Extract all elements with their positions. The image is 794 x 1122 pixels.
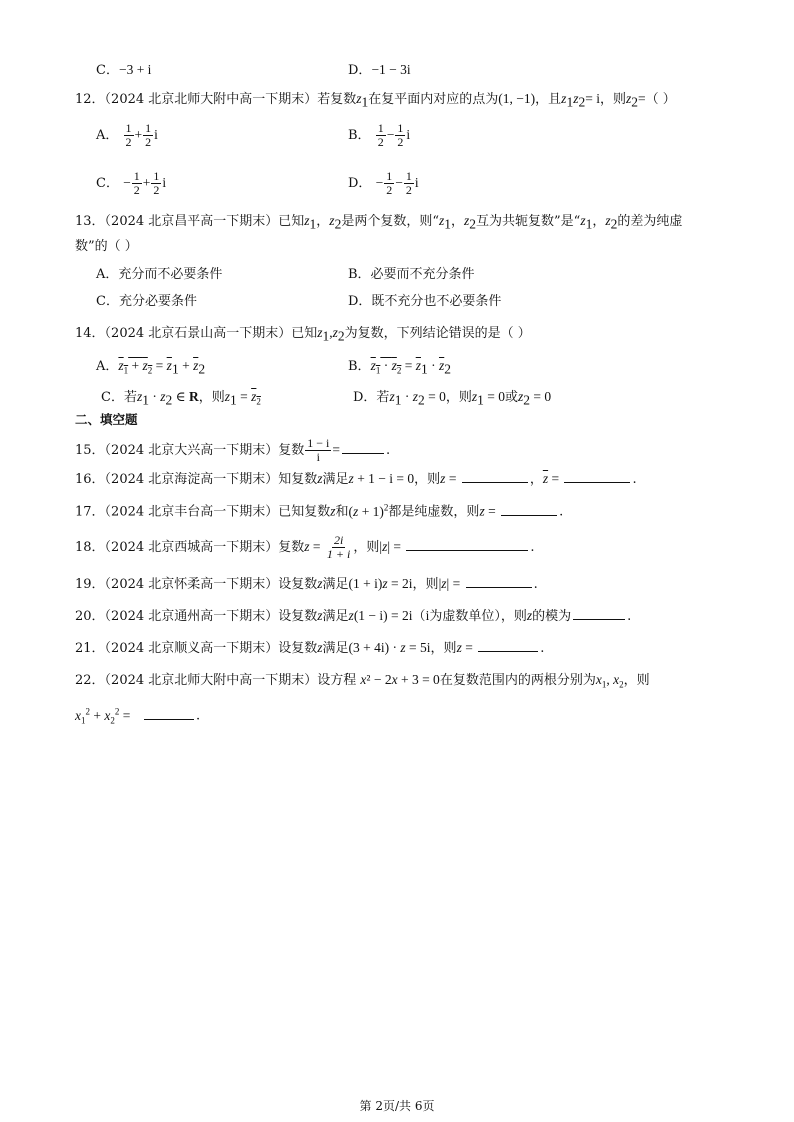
q11-option-d: D．−1 − 3i xyxy=(348,62,411,78)
q18: 18．（2024 北京西城高一下期末）复数z = $\frac{2i}{1 + i}$ ，则|z| = . xyxy=(75,533,535,561)
q14-option-b: B．$z_1 \cdot z_2 = \overline{z}_1 \cdot \overline{z}_2$ xyxy=(348,358,451,377)
q22-stem: 22．（2024 北京北师大附中高一下期末）设方程 x² − 2x + 3 = 0在复数范围内的两根分别为$x_1$, $x_2$，则 xyxy=(75,672,650,690)
q19: 19．（2024 北京怀柔高一下期末）设复数z满足(1 + i)z = 2i，则|z| = . xyxy=(75,576,538,592)
q15: 15．（2024 北京大兴高一下期末）复数 $\frac{1 - i}{i}$ = . xyxy=(75,436,391,464)
q12-option-b: B． $\frac{1}{2}$ − $\frac{1}{2}$ i xyxy=(348,121,411,149)
q13-option-c: C．充分必要条件 xyxy=(96,294,197,309)
q13-option-d: D．既不充分也不必要条件 xyxy=(348,294,502,309)
q14-option-a: A．$z_1 + z_2 = \overline{z}_1 + \overline{z}_2$ xyxy=(96,358,206,377)
q12-option-d: D． − $\frac{1}{2}$ − $\frac{1}{2}$ i xyxy=(348,169,419,197)
q13-stem-cont: 数”的（ ） xyxy=(75,239,138,254)
q11-option-c: C．−3 + i xyxy=(96,62,152,78)
q14-option-c: C．若$z_1 \cdot z_2$ ∈ R，则$z_1 = z_2$ xyxy=(101,389,261,408)
q20: 20．（2024 北京通州高一下期末）设复数z满足z(1 − i) = 2i（i为虚数单位），则z的模为 . xyxy=(75,608,632,624)
q22-answer: $x_1^2 + x_2^2$ = . xyxy=(75,706,201,726)
q12-stem: 12．（2024 北京北师大附中高一下期末）若复数$z_1$在复平面内对应的点为(1, −1)，且$z_1z_2= i$，则$z_2=$（ ） xyxy=(75,91,676,110)
q13-stem: 13．（2024 北京昌平高一下期末）已知$z_1$，$z_2$是两个复数，则“$z_1$，$z_2$互为共轭复数”是“$z_1$，$z_2$的差为纯虚 xyxy=(75,213,683,232)
q12-option-a: A． $\frac{1}{2}$ + $\frac{1}{2}$ i xyxy=(96,121,158,149)
q17: 17．（2024 北京丰台高一下期末）已知复数z和$(z + 1)^2$都是纯虚数，则z = . xyxy=(75,502,564,520)
q21: 21．（2024 北京顺义高一下期末）设复数z满足(3 + 4i) · z = 5i，则z = . xyxy=(75,640,545,656)
q13-option-b: B．必要而不充分条件 xyxy=(348,267,475,282)
q13-option-a: A．充分而不必要条件 xyxy=(96,267,223,282)
section-title-fill-in: 二、填空题 xyxy=(75,412,138,427)
q16: 16．（2024 北京海淀高一下期末）知复数z满足z + 1 − i = 0，则z = ，$\overline{z}$ = . xyxy=(75,471,637,487)
q12-option-c: C． − $\frac{1}{2}$ + $\frac{1}{2}$ i xyxy=(96,169,167,197)
page-footer: 第 2页/共 6页 xyxy=(359,1099,435,1113)
q14-stem: 14．（2024 北京石景山高一下期末）已知$z_1,z_2$为复数，下列结论错误的是（ ） xyxy=(75,325,531,344)
q14-option-d: D．若$z_1 \cdot z_2 = 0$，则$z_1 = 0$或$z_2 = 0$ xyxy=(353,389,552,408)
